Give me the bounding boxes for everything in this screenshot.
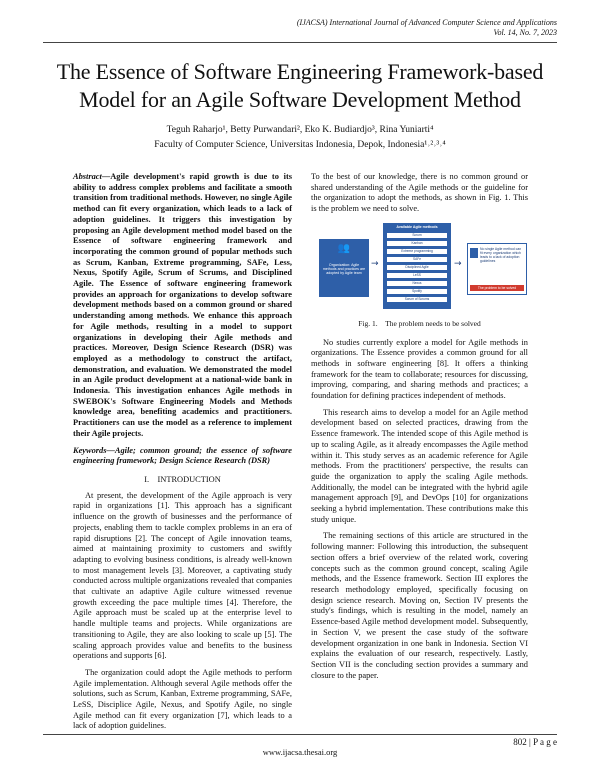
paragraph: At present, the development of the Agile approach is very rapid in organizations [1]. This approach has a significant influence on the growth of businesses and the performance of projects, enabling them to tackle complex problems in an era of rapid disruptions [2]. The concept of Agile innovation teams, aimed at maintaining proximity to customers and swiftly adapting to evolving business conditions, is already well-known to most management levels [3]. Moreover, a captivating study conducted across multiple organizations revealed that companies that cultivate an adaptive Agile culture witnessed revenue growth exceeding the pace multiple times [4]. Therefore, the Agile approach must be scaled up at the enterprise level to handle multiple teams and projects. While organizations are transitioning to Agile, they are also looking to scale up [5]. The scaling approach provides value and benefits to the business operations and supports [6]. (73, 490, 292, 661)
figure-methods-box (383, 223, 451, 309)
problem-label: The problem to be solved (470, 285, 524, 291)
running-header (297, 18, 557, 38)
abstract-label: Abstract— (73, 172, 111, 181)
keywords (73, 446, 292, 467)
method-item: SAFe (387, 257, 447, 262)
method-item: Scrum of Scrums (387, 297, 447, 302)
people-icon: 👥 (337, 242, 351, 254)
title-line-2: Model for an Agile Software Development Method (79, 87, 521, 112)
arrow-right-icon: → (371, 258, 379, 269)
journal-website[interactable]: www.ijacsa.thesai.org (262, 747, 338, 757)
figure-problem-box (467, 243, 527, 295)
paragraph: To the best of our knowledge, there is no common ground or shared understanding of the Agile methods or the guideline for the organization to adopt the methods, as shown in Fig. 1. This is the problem we need to solve. (311, 172, 528, 214)
method-item: Spotify (387, 289, 447, 294)
right-column (311, 172, 528, 681)
method-item: Scrum (387, 233, 447, 238)
paragraph: The remaining sections of this article are structured in the following manner: Following this introduction, the subsequent section offers a brief overview of the related work, covering concepts such as the common ground concept, scaling Agile methods, and the Essence framework. Section III explores the research methodology employed, specifically focusing on design science research. Moving on, Section IV presents the study's findings, which is resulting in the model, namely an Essence-based Agile method development model. Subsequently, in Section V, we present the case study of the software development organization in one bank in Indonesia. Section VI explains the evaluation of our research, respectively. Lastly, Section VII is the concluding section provides a summary and closure to the paper. (311, 531, 528, 680)
left-column (73, 172, 292, 732)
organization-box-text: Organization: Agile methods and practices are adopted by Agile team (322, 262, 366, 276)
footer-rule (43, 734, 557, 735)
header-rule (43, 42, 557, 43)
abstract-text: Agile development's rapid growth is due to its ability to address complex problems and facilitate a smooth transition from traditional methods. However, no single Agile method can fit every organization, which leads to a lack of adoption guidelines. It triggers this investigation by proposing an Agile development method model based on the Essence of software engineering framework and incorporating the common ground of popular methods such as Scrum, Kanban, Extreme programming, SAFe, Less, Nexus, Spotify Agile, Scrum of Scrums, and Disciplined Agile. The Essence of software engineering framework provides an approach for organizations to develop software development methods based on a common ground or shared understanding among methods. We enhance this approach for Agile methods, resulting in a model to support organizations in developing their Agile methods and practices. Moreover, Design Science Research (DSR) was employed as a methodology to construct the artifact, demonstration, and evaluation. We demonstrated the model in an Agile product development at a national-wide bank in Indonesia. This investigation enhances Agile methods in SWEBOK's Software Engineering Models and Methods knowledge area, benefiting academics and practitioners. Practitioners can use the model as a reference to implement their Agile projects. (73, 172, 292, 438)
title-line-1: The Essence of Software Engineering Framework-based (56, 59, 544, 84)
paragraph: The organization could adopt the Agile methods to perform Agile implementation. Although several Agile methods offer the solutions, such as Scrum, Kanban, Extreme programming, SAFe, LeSS, Disciplice Agile, Nexus, and Spotify Agile, no single Agile method can fit every organization [7], which leads to a lack of adoption guidelines. (73, 667, 292, 731)
problem-box-text: No single Agile method can fit every organization which leads to a lack of adoption guidelines (480, 246, 522, 263)
figure-organization-box (319, 239, 369, 297)
paper-title (20, 58, 580, 114)
method-item: Nexus (387, 281, 447, 286)
abstract (73, 172, 292, 440)
arrow-right-icon: → (454, 258, 462, 269)
document-icon (470, 248, 478, 258)
method-item: LeSS (387, 273, 447, 278)
method-item: Disciplined Agile (387, 265, 447, 270)
keywords-label: Keywords— (73, 445, 115, 455)
paragraph: This research aims to develop a model for an Agile method development based on selected practices, drawing from the Essence framework. The intended scope of this Agile method is up to scaling Agile, as it already encompasses the Agile method within it. This study serves as an academic reference for Agile methods. From the practitioners' perspective, the results can guide the organization to apply the scaling Agile methods. Additionally, the model can be integrated with the hybrid agile management approach [9], and DevOps [10] for organizations seeking a hybrid implementation. These contributions make this study unique. (311, 407, 528, 524)
affiliation: Faculty of Computer Science, Universitas Indonesia, Depok, Indonesia¹˒²˒³˒⁴ (154, 140, 446, 150)
keywords-text: Agile; common ground; the essence of software engineering framework; Design Science Research (DSR) (73, 445, 292, 466)
journal-name: (IJACSA) International Journal of Advanced Computer Science and Applications (296, 18, 557, 27)
section-heading-introduction: I. INTRODUCTION (144, 474, 221, 484)
paragraph: No studies currently explore a model for Agile methods in organizations. The Essence provides a common ground for all methods in software engineering [8]. It offers a thinking framework for the team to collaborate; resources for discussing, improving, comparing, and sharing methods and practices; a foundation for defining practices independent of methods. (311, 337, 528, 401)
page-number: 802 | P a g e (513, 737, 557, 747)
method-item: Kanban (387, 241, 447, 246)
figure-1 (311, 223, 528, 311)
method-item: Extreme programming (387, 249, 447, 254)
journal-volume: Vol. 14, No. 7, 2023 (493, 28, 557, 37)
author-list: Teguh Raharjo¹, Betty Purwandari², Eko K. Budiardjo³, Rina Yuniarti⁴ (166, 125, 434, 135)
figure-caption: Fig. 1. The problem needs to be solved (358, 318, 481, 328)
methods-box-title: Available Agile methods (396, 224, 438, 229)
